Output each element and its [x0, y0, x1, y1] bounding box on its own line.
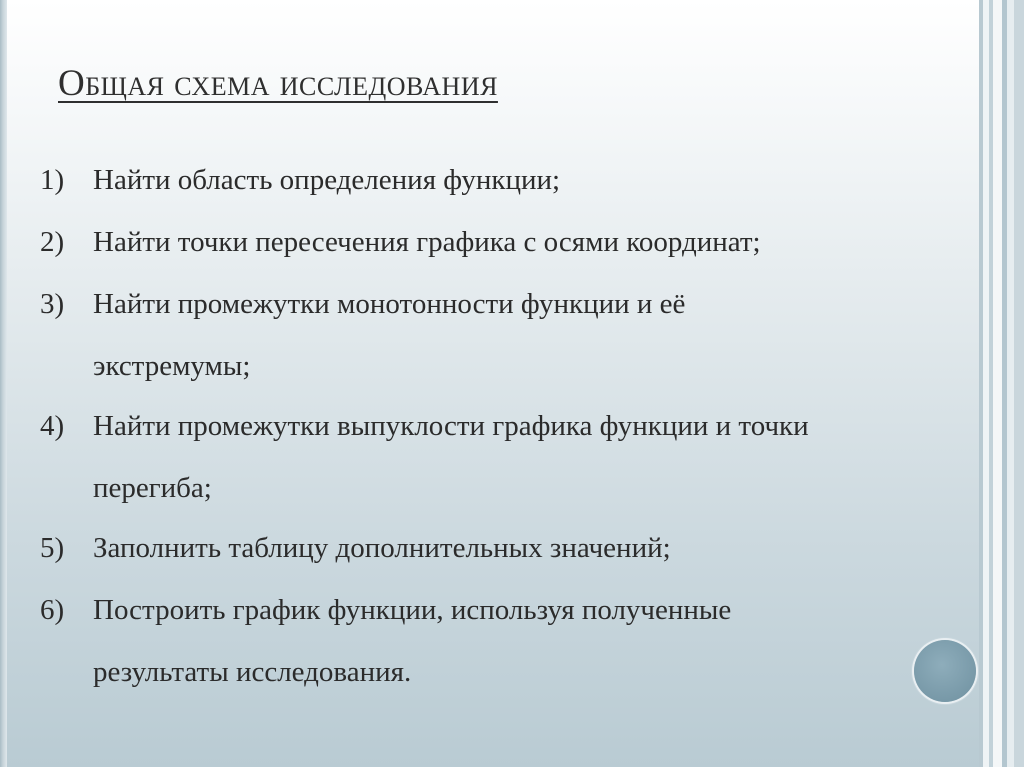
list-item-text-continuation: результаты исследования. — [93, 656, 412, 688]
list-item-text: Построить график функции, используя полученные — [93, 594, 732, 626]
list-item-number: 1) — [40, 164, 65, 196]
list-item-number: 2) — [40, 226, 65, 258]
decorative-circle-icon — [914, 640, 976, 702]
list-item-number: 4) — [40, 410, 65, 442]
slide-frame-left — [0, 0, 7, 767]
decorative-stripe — [1014, 0, 1024, 767]
list-item-number: 6) — [40, 594, 65, 626]
list-item-text-continuation: перегиба; — [93, 472, 212, 504]
list-item-text: Найти промежутки выпуклости графика функции и точки — [93, 410, 809, 442]
list-item-text: Найти точки пересечения графика с осями координат; — [93, 226, 761, 258]
list-item-text: Заполнить таблицу дополнительных значений; — [93, 532, 671, 564]
list-item-text: Найти промежутки монотонности функции и её — [93, 288, 686, 320]
list-item-number: 3) — [40, 288, 65, 320]
decorative-stripe — [1007, 0, 1014, 767]
list-item-number: 5) — [40, 532, 65, 564]
decorative-stripe — [993, 0, 1002, 767]
list-item-text: Найти область определения функции; — [93, 164, 561, 196]
list-item-text-continuation: экстремумы; — [93, 350, 251, 382]
slide-title: Общая схема исследования — [58, 63, 498, 104]
